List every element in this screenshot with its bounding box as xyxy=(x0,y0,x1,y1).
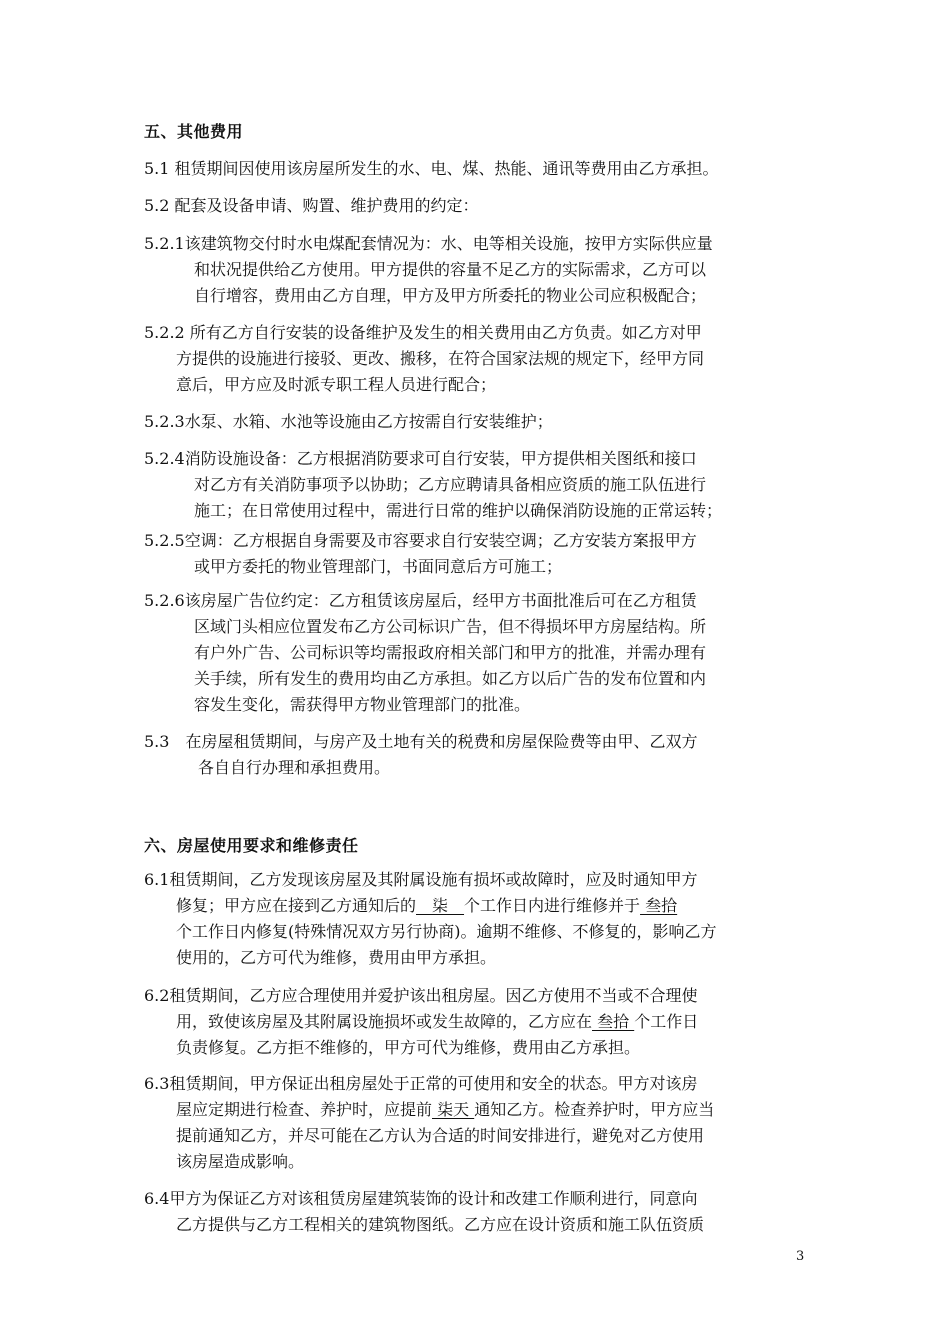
text-segment: 通知乙方。检查养护时，甲方应当 xyxy=(474,1100,715,1119)
clause-line: 乙方提供与乙方工程相关的建筑物图纸。乙方应在设计资质和施工队伍资质 xyxy=(176,1215,705,1234)
clause-line: 使用的，乙方可代为维修，费用由甲方承担。 xyxy=(176,948,497,967)
clause-5-2-2 xyxy=(144,320,814,398)
clause-line: 有户外广告、公司标识等均需报政府相关部门和甲方的批准，并需办理有 xyxy=(194,643,707,662)
clause-6-2 xyxy=(144,983,814,1061)
clause-line: 6.2租赁期间，乙方应合理使用并爱护该出租房屋。因乙方使用不当或不合理使 xyxy=(144,986,698,1005)
clause-6-3 xyxy=(144,1071,814,1175)
clause-line: 方提供的设施进行接驳、更改、搬移，在符合国家法规的规定下，经甲方同 xyxy=(176,349,705,368)
clause-line: 5.2.6该房屋广告位约定：乙方租赁该房屋后，经甲方书面批准后可在乙方租赁 xyxy=(144,591,697,610)
clause-5-3 xyxy=(144,729,814,781)
clause-line: 容发生变化，需获得甲方物业管理部门的批准。 xyxy=(194,695,531,714)
filled-blank-repair-days: 叁拾 xyxy=(592,1012,635,1031)
clause-5-2 xyxy=(144,193,814,219)
clause-5-2-1 xyxy=(144,231,814,309)
text-segment: 修复；甲方应在接到乙方通知后的 xyxy=(176,896,417,915)
clause-5-2-6 xyxy=(144,588,814,718)
clause-line: 对乙方有关消防事项予以协助；乙方应聘请具备相应资质的施工队伍进行 xyxy=(194,475,707,494)
clause-line: 各自自行办理和承担费用。 xyxy=(198,758,391,777)
clause-line: 该房屋造成影响。 xyxy=(176,1152,305,1171)
clause-line: 提前通知乙方，并尽可能在乙方认为合适的时间安排进行，避免对乙方使用 xyxy=(176,1126,705,1145)
clause-line: 5.2.3水泵、水箱、水池等设施由乙方按需自行安装维护； xyxy=(144,412,553,431)
clause-line: 负责修复。乙方拒不维修的，甲方可代为维修，费用由乙方承担。 xyxy=(176,1038,641,1057)
clause-line: 或甲方委托的物业管理部门，书面同意后方可施工； xyxy=(194,557,563,576)
text-segment: 个工作日内进行维修并于 xyxy=(464,896,641,915)
clause-line: 6.3租赁期间，甲方保证出租房屋处于正常的可使用和安全的状态。甲方对该房 xyxy=(144,1074,698,1093)
filled-blank-notice-days: 柒天 xyxy=(432,1100,475,1119)
clause-line: 个工作日内修复(特殊情况双方另行协商)。逾期不维修、不修复的，影响乙方 xyxy=(176,922,717,941)
clause-5-1 xyxy=(144,156,814,182)
clause-line: 6.4甲方为保证乙方对该租赁房屋建筑装饰的设计和改建工作顺利进行，同意向 xyxy=(144,1189,698,1208)
clause-line xyxy=(144,893,814,919)
clause-line xyxy=(144,1009,814,1035)
section-6-heading: 六、房屋使用要求和维修责任 xyxy=(144,836,359,855)
clause-5-2-4 xyxy=(144,446,814,524)
clause-line: 自行增容，费用由乙方自理，甲方及甲方所委托的物业公司应积极配合； xyxy=(194,286,707,305)
page-number: 3 xyxy=(796,1249,805,1264)
section-5-heading: 五、其他费用 xyxy=(144,122,244,141)
clause-line: 施工；在日常使用过程中，需进行日常的维护以确保消防设施的正常运转； xyxy=(194,501,723,520)
text-segment: 用，致使该房屋及其附属设施损坏或发生故障的，乙方应在 xyxy=(176,1012,593,1031)
filled-blank-repair-start-days: 柒 xyxy=(416,896,465,915)
clause-5-2-5 xyxy=(144,528,814,580)
clause-line xyxy=(144,1097,814,1123)
text-segment: 屋应定期进行检查、养护时，应提前 xyxy=(176,1100,433,1119)
clause-line: 区域门头相应位置发布乙方公司标识广告，但不得损坏甲方房屋结构。所 xyxy=(194,617,707,636)
clause-line: 意后，甲方应及时派专职工程人员进行配合； xyxy=(176,375,497,394)
clause-line: 5.2.2 所有乙方自行安装的设备维护及发生的相关费用由乙方负责。如乙方对甲 xyxy=(144,323,702,342)
clause-line: 6.1租赁期间，乙方发现该房屋及其附属设施有损坏或故障时，应及时通知甲方 xyxy=(144,870,698,889)
clause-6-4 xyxy=(144,1186,814,1238)
clause-line: 5.2.5空调：乙方根据自身需要及市容要求自行安装空调；乙方安装方案报甲方 xyxy=(144,531,697,550)
clause-line: 5.2 配套及设备申请、购置、维护费用的约定： xyxy=(144,196,479,215)
text-segment: 个工作日 xyxy=(634,1012,699,1031)
clause-line: 和状况提供给乙方使用。甲方提供的容量不足乙方的实际需求，乙方可以 xyxy=(194,260,707,279)
clause-5-2-3 xyxy=(144,409,814,435)
clause-line: 5.3 在房屋租赁期间，与房产及土地有关的税费和房屋保险费等由甲、乙双方 xyxy=(144,732,698,751)
clause-6-1 xyxy=(144,867,814,971)
clause-line: 5.2.1该建筑物交付时水电煤配套情况为：水、电等相关设施，按甲方实际供应量 xyxy=(144,234,713,253)
filled-blank-repair-complete-days: 叁拾 xyxy=(640,896,678,915)
clause-line: 5.1 租赁期间因使用该房屋所发生的水、电、煤、热能、通讯等费用由乙方承担。 xyxy=(144,159,719,178)
clause-line: 5.2.4消防设施设备：乙方根据消防要求可自行安装，甲方提供相关图纸和接口 xyxy=(144,449,697,468)
clause-line: 关手续，所有发生的费用均由乙方承担。如乙方以后广告的发布位置和内 xyxy=(194,669,707,688)
